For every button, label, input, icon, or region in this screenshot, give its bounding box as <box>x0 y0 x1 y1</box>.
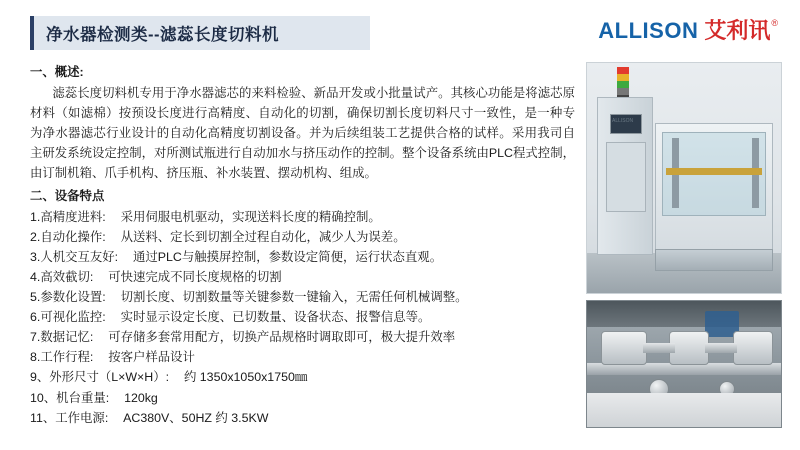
feed-roller-left <box>601 331 647 365</box>
signal-tower-icon <box>617 67 629 97</box>
feature-label: 9、外形尺寸（L×W×H）: <box>30 370 170 385</box>
list-item <box>30 327 575 347</box>
feature-text: 可快速完成不同长度规格的切割 <box>108 269 282 284</box>
feature-text: 通过PLC与触摸屏控制，参数设定简便，运行状态直观。 <box>133 249 443 264</box>
feature-text: 实时显示设定长度、已切数量、设备状态、报警信息等。 <box>120 310 431 325</box>
brand-chinese-text: 艾利讯 <box>704 18 771 43</box>
feature-text: AC380V、50HZ 约 3.5KW <box>123 410 269 425</box>
control-cabinet <box>597 97 653 255</box>
feature-label: 4.高效截切: <box>30 269 94 284</box>
feed-roller-right <box>733 331 773 365</box>
page-title-bar <box>30 16 370 50</box>
feature-text: 可存储多套常用配方，切换产品规格时调取即可，极大提升效率 <box>108 330 456 345</box>
document-body <box>30 62 575 428</box>
feature-label: 11、工作电源: <box>30 410 109 425</box>
brand-latin-text: ALLISON <box>598 18 699 43</box>
list-item <box>30 347 575 367</box>
feature-label: 10、机台重量: <box>30 390 110 405</box>
machine-photo <box>586 62 782 294</box>
drive-shaft-left <box>643 343 675 353</box>
overview-paragraph: 滤蕊长度切料机专用于净水器滤芯的来料检验、新品开发或小批量试产。其核心功能是将滤芯原材料（如滤棉）按预设长度进行高精度、自动化的切割，确保切割长度切料尺寸一致性，是一种专为净水器滤芯行业设计的自动化高精度切割设备。并为后续组装工艺提供合格的试样。采用我司自主研发系统设定控制，对所测试瓶进行自动加水与挤压动作的控制。整个设备系统由PLC程式控制，由订制机箱、爪手机构、挤压瓶、补水装置、摆动机构、组成。 <box>30 86 575 181</box>
photo-background-shadow <box>587 301 781 327</box>
overview-heading: 一、概述: <box>30 65 84 79</box>
list-item <box>30 388 575 408</box>
drive-shaft-right <box>705 343 737 353</box>
list-item <box>30 367 575 387</box>
feature-text: 切割长度、切割数量等关键参数一键输入，无需任何机械调整。 <box>120 290 468 305</box>
features-heading: 二、设备特点 <box>30 188 105 203</box>
feature-label: 7.数据记忆: <box>30 330 94 345</box>
feature-text: 按客户样品设计 <box>108 350 195 365</box>
list-item <box>30 408 575 428</box>
feature-label: 5.参数化设置: <box>30 290 106 305</box>
feature-text: 120kg <box>124 390 158 405</box>
base-plate <box>587 393 781 427</box>
list-item <box>30 227 575 247</box>
brand-logo <box>598 20 778 42</box>
feature-text: 约 1350x1050x1750㎜ <box>183 370 308 385</box>
list-item <box>30 247 575 267</box>
features-list <box>30 207 575 428</box>
machine-frame <box>655 123 773 255</box>
feature-label: 6.可视化监控: <box>30 310 106 325</box>
feature-text: 从送料、定长到切割全过程自动化，减少人为误差。 <box>120 229 406 244</box>
feature-label: 1.高精度进料: <box>30 209 106 224</box>
feature-label: 8.工作行程: <box>30 350 94 365</box>
feed-roller-middle <box>669 331 709 365</box>
page-title: 净水器检测类--滤蕊长度切料机 <box>46 26 279 44</box>
feature-label: 3.人机交互友好: <box>30 249 119 264</box>
machine-brand-label: ALLISON <box>612 118 634 124</box>
list-item <box>30 207 575 227</box>
list-item <box>30 307 575 327</box>
feed-rail <box>666 168 762 175</box>
hmi-touchscreen <box>610 114 642 134</box>
registered-trademark-icon: ® <box>771 18 778 28</box>
feature-text: 采用伺服电机驱动，实现送料长度的精确控制。 <box>120 209 381 224</box>
machine-base <box>655 249 773 271</box>
feature-label: 2.自动化操作: <box>30 229 106 244</box>
list-item <box>30 287 575 307</box>
closeup-photo <box>586 300 782 428</box>
cabinet-door <box>606 142 646 212</box>
list-item <box>30 267 575 287</box>
